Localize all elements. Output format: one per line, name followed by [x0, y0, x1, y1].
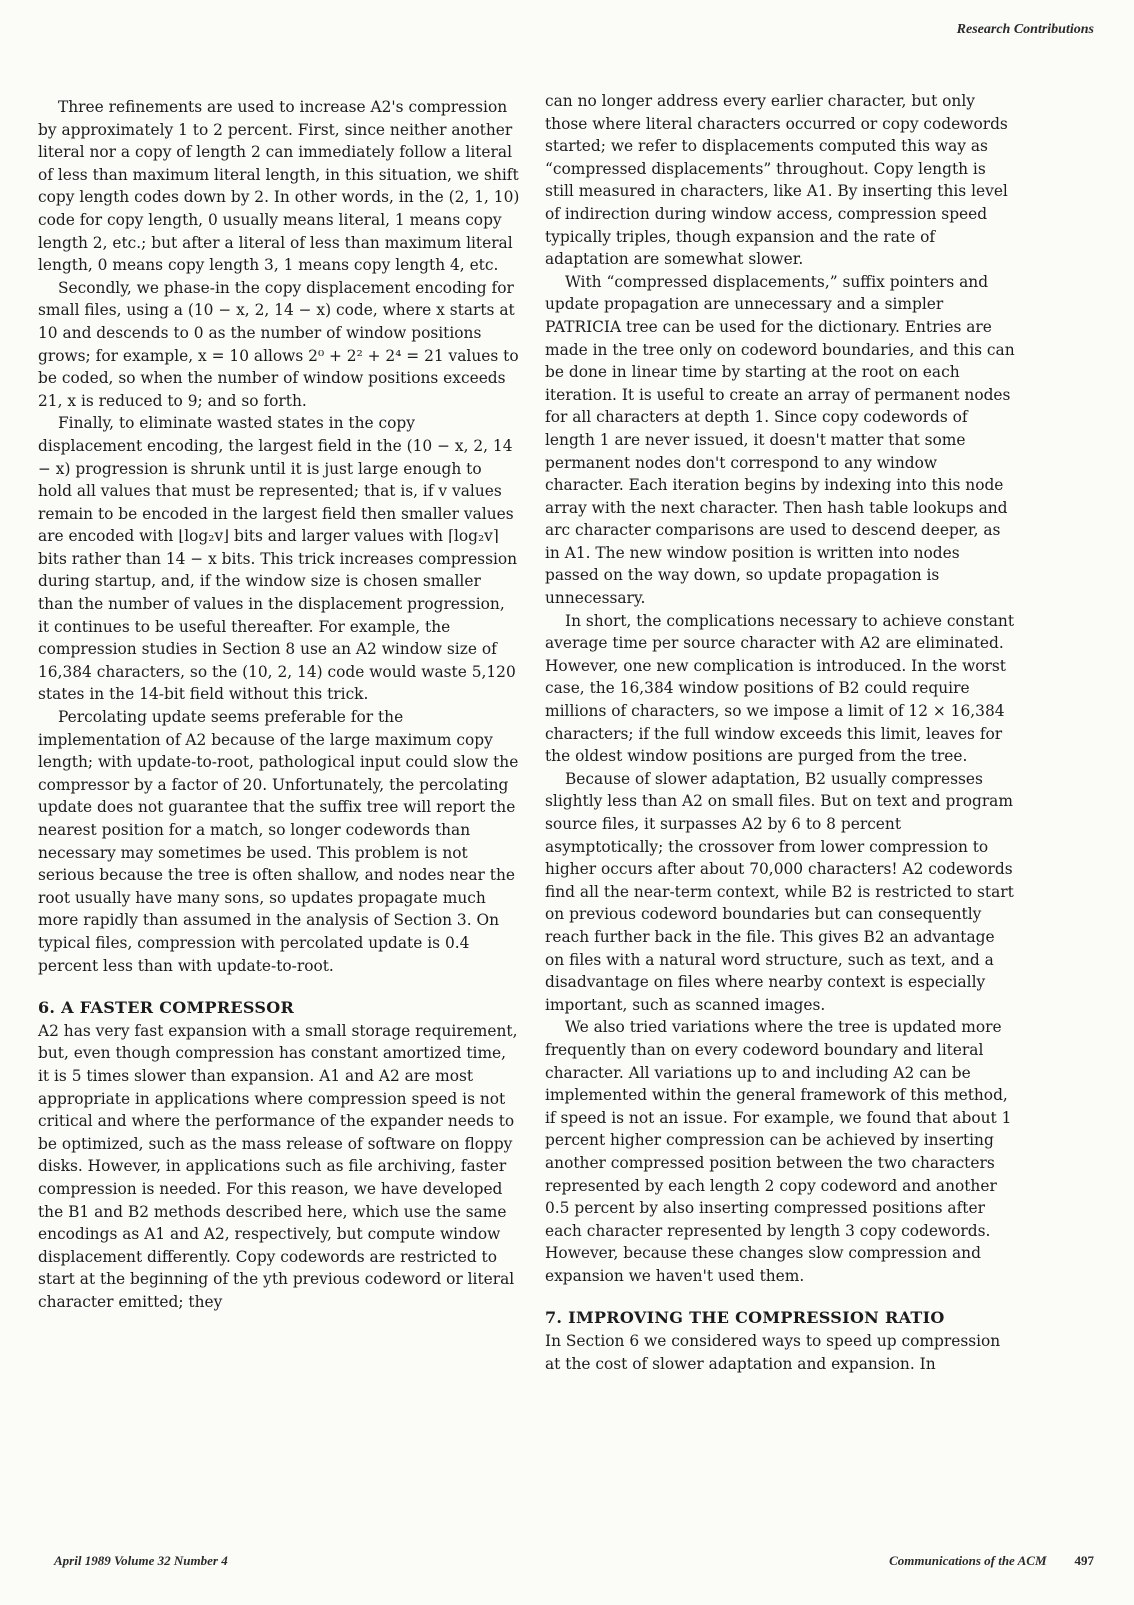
- paragraph: Because of slower adaptation, B2 usually compresses slightly less than A2 on small files. But on text and program source files, it surpasses A2 by 6 to 8 percent asymptotically; the crossover from lower compression to higher occurs after about 70,000 characters! A2 codewords find all the near-term context, while B2 is restricted to start on previous codeword boundaries but can consequently reach further back in the file. This gives B2 an advantage on files with a natural word structure, such as text, and a disadvantage on files where nearby context is especially important, such as scanned images.: [545, 769, 1014, 1014]
- paragraph: With “compressed displacements,” suffix pointers and update propagation are unnecessary and a simpler PATRICIA tree can be used for the dictionary. Entries are made in the tree only on codeword boundaries, and this can be done in linear time by starting at the root on each iteration. It is useful to create an array of permanent nodes for all characters at depth 1. Since copy codewords of length 1 are never issued, it doesn't matter that some permanent nodes don't correspond to any window character. Each iteration begins by indexing into this node array with the next character. Then hash table lookups and arc character comparisons are used to descend deeper, as in A1. The new window position is written into nodes passed on the way down, so update propagation is unnecessary.: [545, 272, 1015, 608]
- paragraph: Secondly, we phase-in the copy displacement encoding for small files, using a (10 − x, 2, 14 − x) code, where x starts at 10 and descends to 0 as the number of window positions grows; for example, x = 10 allows 2⁰ + 2² + 2⁴ = 21 values to be coded, so when the number of window positions exceeds 21, x is reduced to 9; and so forth.: [38, 278, 519, 410]
- running-head: Research Contributions: [956, 22, 1094, 37]
- paragraph: In short, the complications necessary to achieve constant average time per source character with A2 are eliminated. However, one new complication is introduced. In the worst case, the 16,384 window positions of B2 could require millions of characters, so we impose a limit of 12 × 16,384 characters; if the full window exceeds this limit, leaves for the oldest window positions are purged from the tree.: [545, 611, 1015, 766]
- section-heading: 6. A FASTER COMPRESSOR: [38, 998, 295, 1018]
- paragraph: A2 has very fast expansion with a small storage requirement, but, even though compression has constant amortized time, it is 5 times slower than expansion. A1 and A2 are most appropriate in applications where compression speed is not critical and where the performance of the expander needs to be optimized, such as the mass release of software on floppy disks. However, in applications such as file archiving, faster compression is needed. For this reason, we have developed the B1 and B2 methods described here, which use the same encodings as A1 and A2, respectively, but compute window displacement differently. Copy codewords are restricted to start at the beginning of the yth previous codeword or literal character emitted; they: [38, 1021, 518, 1311]
- right-column: [545, 90, 1015, 1375]
- paragraph: can no longer address every earlier character, but only those where literal characters occurred or copy codewords started; we refer to displacements computed this way as “compressed displacements” throughout. Copy length is still measured in characters, like A1. By inserting this level of indirection during window access, compression speed typically triples, though expansion and the rate of adaptation are somewhat slower.: [545, 92, 1008, 269]
- paragraph: Percolating update seems preferable for the implementation of A2 because of the large maximum copy length; with update-to-root, pathological input could slow the compressor by a factor of 20. Unfortunately, the percolating update does not guarantee that the suffix tree will report the nearest position for a match, so longer codewords than necessary may sometimes be used. This problem is not serious because the tree is often shallow, and nodes near the root usually have many sons, so updates propagate much more rapidly than assumed in the analysis of Section 3. On typical files, compression with percolated update is 0.4 percent less than with update-to-root.: [38, 708, 519, 975]
- left-column: [38, 96, 520, 1313]
- paragraph: In Section 6 we considered ways to speed up compression at the cost of slower adaptation and expansion. In: [545, 1332, 1001, 1373]
- page-number: 497: [1074, 1553, 1094, 1568]
- footer-journal: [889, 1553, 1094, 1569]
- section-heading: 7. IMPROVING THE COMPRESSION RATIO: [545, 1308, 945, 1328]
- footer-issue: April 1989 Volume 32 Number 4: [54, 1553, 228, 1568]
- paragraph: Three refinements are used to increase A2's compression by approximately 1 to 2 percent. First, since neither another literal nor a copy of length 2 can immediately follow a literal of less than maximum literal length, in this situation, we shift copy length codes down by 2. In other words, in the (2, 1, 10) code for copy length, 0 usually means literal, 1 means copy length 2, etc.; but after a literal of less than maximum literal length, 0 means copy length 3, 1 means copy length 4, etc.: [38, 98, 520, 275]
- footer-journal-name: Communications of the ACM: [889, 1553, 1047, 1568]
- paragraph: Finally, to eliminate wasted states in the copy displacement encoding, the largest field in the (10 − x, 2, 14 − x) progression is shrunk until it is just large enough to hold all values that must be represented; that is, if v values remain to be encoded in the largest field then smaller values are encoded with ⌊log₂v⌋ bits and larger values with ⌈log₂v⌉ bits rather than 14 − x bits. This trick increases compression during startup, and, if the window size is chosen smaller than the number of values in the displacement progression, it continues to be useful thereafter. For example, the compression studies in Section 8 use an A2 window size of 16,384 characters, so the (10, 2, 14) code would waste 5,120 states in the 14-bit field without this trick.: [38, 414, 518, 704]
- paragraph: We also tried variations where the tree is updated more frequently than on every codeword boundary and literal character. All variations up to and including A2 can be implemented within the general framework of this method, if speed is not an issue. For example, we found that about 1 percent higher compression can be achieved by inserting another compressed position between the two characters represented by each length 2 copy codeword and another 0.5 percent by also inserting compressed positions after each character represented by length 3 copy codewords. However, because these changes slow compression and expansion we haven't used them.: [545, 1018, 1012, 1285]
